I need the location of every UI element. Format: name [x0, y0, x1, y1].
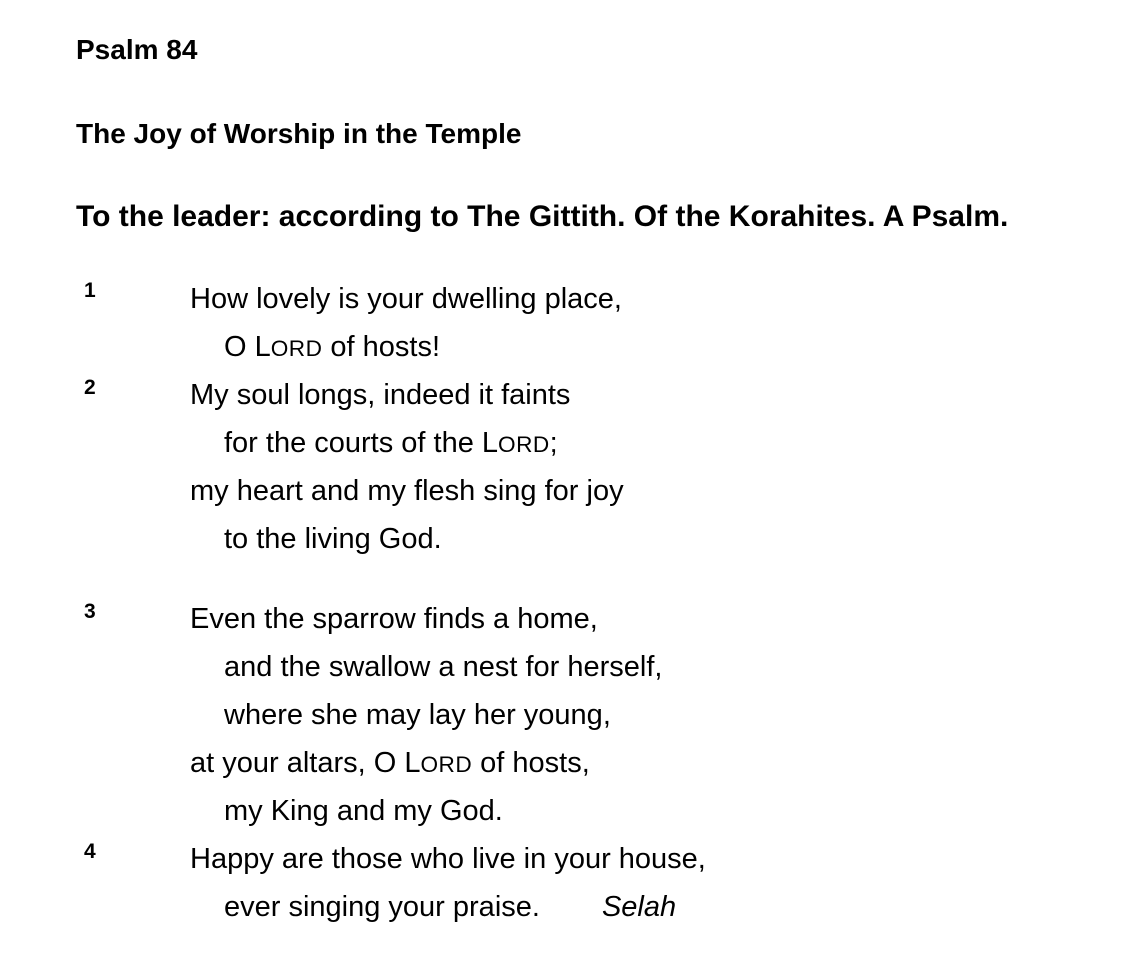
verse-1-line-2: [224, 333, 440, 362]
line-text: at your altars, O L: [190, 747, 421, 779]
psalm-superscription: To the leader: according to The Gittith. Of the Korahites. A Psalm.: [76, 200, 1009, 233]
line-text: for the courts of the L: [224, 427, 499, 459]
verse-3-line-2: and the swallow a nest for herself,: [224, 651, 663, 683]
verse-number-1: 1: [84, 279, 96, 302]
verse-3-line-5: my King and my God.: [224, 795, 503, 827]
line-text: ever singing your praise.: [224, 891, 540, 923]
line-text: O L: [224, 331, 271, 363]
verse-number-2: 2: [84, 376, 96, 399]
verse-3-line-3: where she may lay her young,: [224, 699, 611, 731]
small-caps-lord: ORD: [498, 432, 550, 457]
selah-marker: Selah: [601, 891, 677, 923]
verse-3-line-4: [190, 749, 590, 778]
verse-4-line-2: [224, 893, 676, 922]
psalm-title: The Joy of Worship in the Temple: [76, 118, 522, 149]
verse-2-line-3: my heart and my flesh sing for joy: [190, 475, 624, 507]
verse-3-line-1: Even the sparrow finds a home,: [190, 603, 598, 635]
verse-4-line-1: Happy are those who live in your house,: [190, 843, 706, 875]
verse-2-line-2: [224, 429, 558, 458]
line-text: of hosts!: [322, 331, 441, 363]
verse-1-line-1: How lovely is your dwelling place,: [190, 283, 622, 315]
verse-2-line-1: My soul longs, indeed it faints: [190, 379, 571, 411]
line-text: ;: [549, 427, 558, 459]
psalm-number-heading: Psalm 84: [76, 34, 198, 65]
small-caps-lord: ORD: [270, 336, 323, 361]
line-text: of hosts,: [472, 747, 590, 779]
verse-number-4: 4: [84, 840, 96, 863]
verse-2-line-4: to the living God.: [224, 523, 442, 555]
small-caps-lord: ORD: [420, 752, 473, 777]
verse-number-3: 3: [84, 600, 96, 623]
